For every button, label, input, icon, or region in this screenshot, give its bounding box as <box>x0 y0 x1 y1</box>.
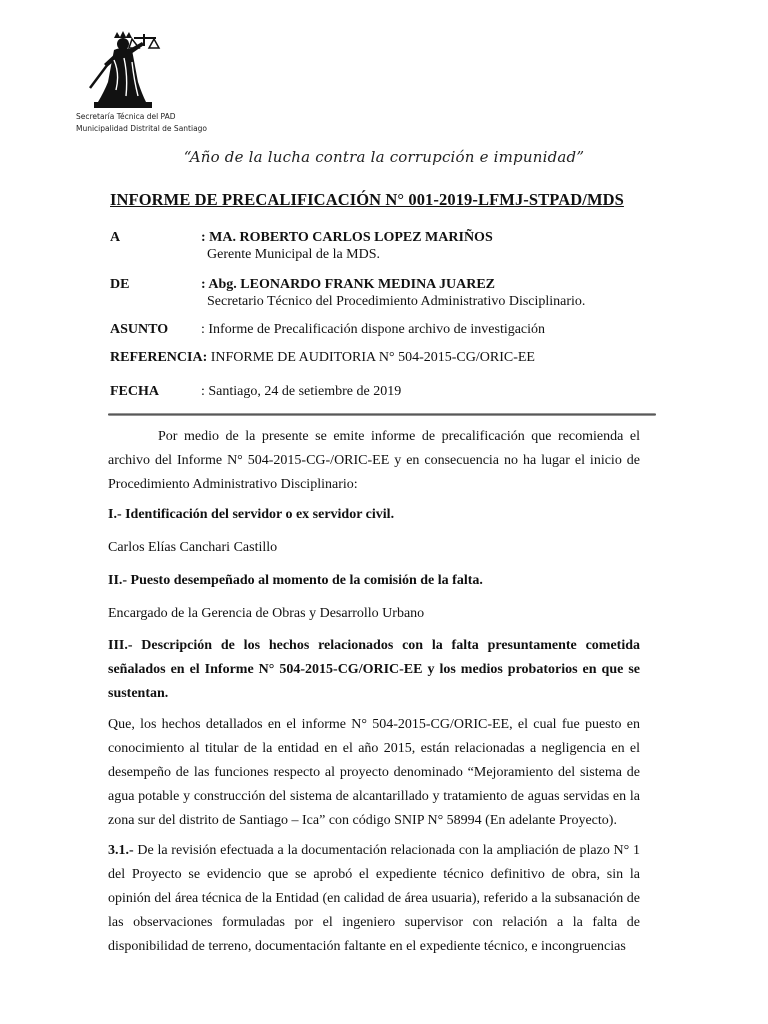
point-3-1-paragraph <box>108 839 640 959</box>
point-3-1-text: De la revisión efectuada a la documentación relacionada con la ampliación de plazo N° 1 del Proyecto se evidencio que se aprobó el expediente técnico definitivo de obra, sin la opinión del área técnica de la Entidad (en calidad de área usuaria), referido a la subsanación de las observaciones formuladas por el ingeniero supervisor con relación a la falta de disponibilidad de terreno, documentación faltante en el expediente técnico, e incongruencias <box>108 843 640 954</box>
organization-block <box>76 111 207 135</box>
section-1-heading: I.- Identificación del servidor o ex servidor civil. <box>108 507 395 522</box>
point-3-1-label: 3.1.- <box>108 843 134 858</box>
header-divider <box>108 413 656 416</box>
section-3-paragraph: Que, los hechos detallados en el informe N° 504-2015-CG/ORIC-EE, el cual fue puesto en conocimiento al titular de la entidad en el año 2015, están relacionadas a negligencia en el desempeño de las funciones respecto al proyecto denominado “Mejoramiento del sistema de agua potable y construcción del sistema de alcantarillado y tratamiento de aguas servidas en la zona sur del distrito de Santiago – Ica” con código SNIP N° 58994 (En adelante Proyecto). <box>108 717 640 828</box>
reference-row <box>110 350 535 366</box>
lady-justice-logo-icon <box>84 30 162 110</box>
intro-paragraph: Por medio de la presente se emite informe de precalificación que recomienda el archivo del Informe N° 504-2015-CG-/ORIC-EE y en consecuencia no ha lugar el inicio de Procedimiento Administrativo Disciplinario: <box>108 429 640 492</box>
section-3-heading: III.- Descripción de los hechos relacionados con la falta presuntamente cometida señalados en el Informe N° 504-2015-CG/ORIC-EE y los medios probatorios en que se sustentan. <box>108 638 640 701</box>
date-label: FECHA <box>110 384 159 399</box>
from-label: DE <box>110 277 130 292</box>
reference-label: REFERENCIA: <box>110 350 208 365</box>
to-label: A <box>110 230 121 245</box>
document-title: INFORME DE PRECALIFICACIÓN N° 001-2019-LFMJ-STPAD/MDS <box>110 190 624 209</box>
subject-value: : Informe de Precalificación dispone archivo de investigación <box>201 322 546 337</box>
from-value <box>201 276 495 293</box>
year-motto: “Año de la lucha contra la corrupción e impunidad” <box>183 148 585 166</box>
reference-value: INFORME DE AUDITORIA N° 504-2015-CG/ORIC-EE <box>207 350 535 365</box>
org-line-2: Municipalidad Distrital de Santiago <box>76 124 208 133</box>
org-line-1: Secretaría Técnica del PAD <box>76 112 176 121</box>
section-2-heading: II.- Puesto desempeñado al momento de la comisión de la falta. <box>108 573 483 588</box>
subject-label: ASUNTO <box>110 322 169 337</box>
section-2-text: Encargado de la Gerencia de Obras y Desarrollo Urbano <box>108 606 425 621</box>
to-role: Gerente Municipal de la MDS. <box>207 247 381 262</box>
section-1-text: Carlos Elías Canchari Castillo <box>108 540 278 555</box>
to-name: : MA. ROBERTO CARLOS LOPEZ MARIÑOS <box>201 230 493 245</box>
from-role: Secretario Técnico del Procedimiento Administrativo Disciplinario. <box>207 294 586 309</box>
to-value <box>201 229 493 246</box>
from-name: : Abg. LEONARDO FRANK MEDINA JUAREZ <box>201 277 496 292</box>
date-value: : Santiago, 24 de setiembre de 2019 <box>201 384 402 399</box>
